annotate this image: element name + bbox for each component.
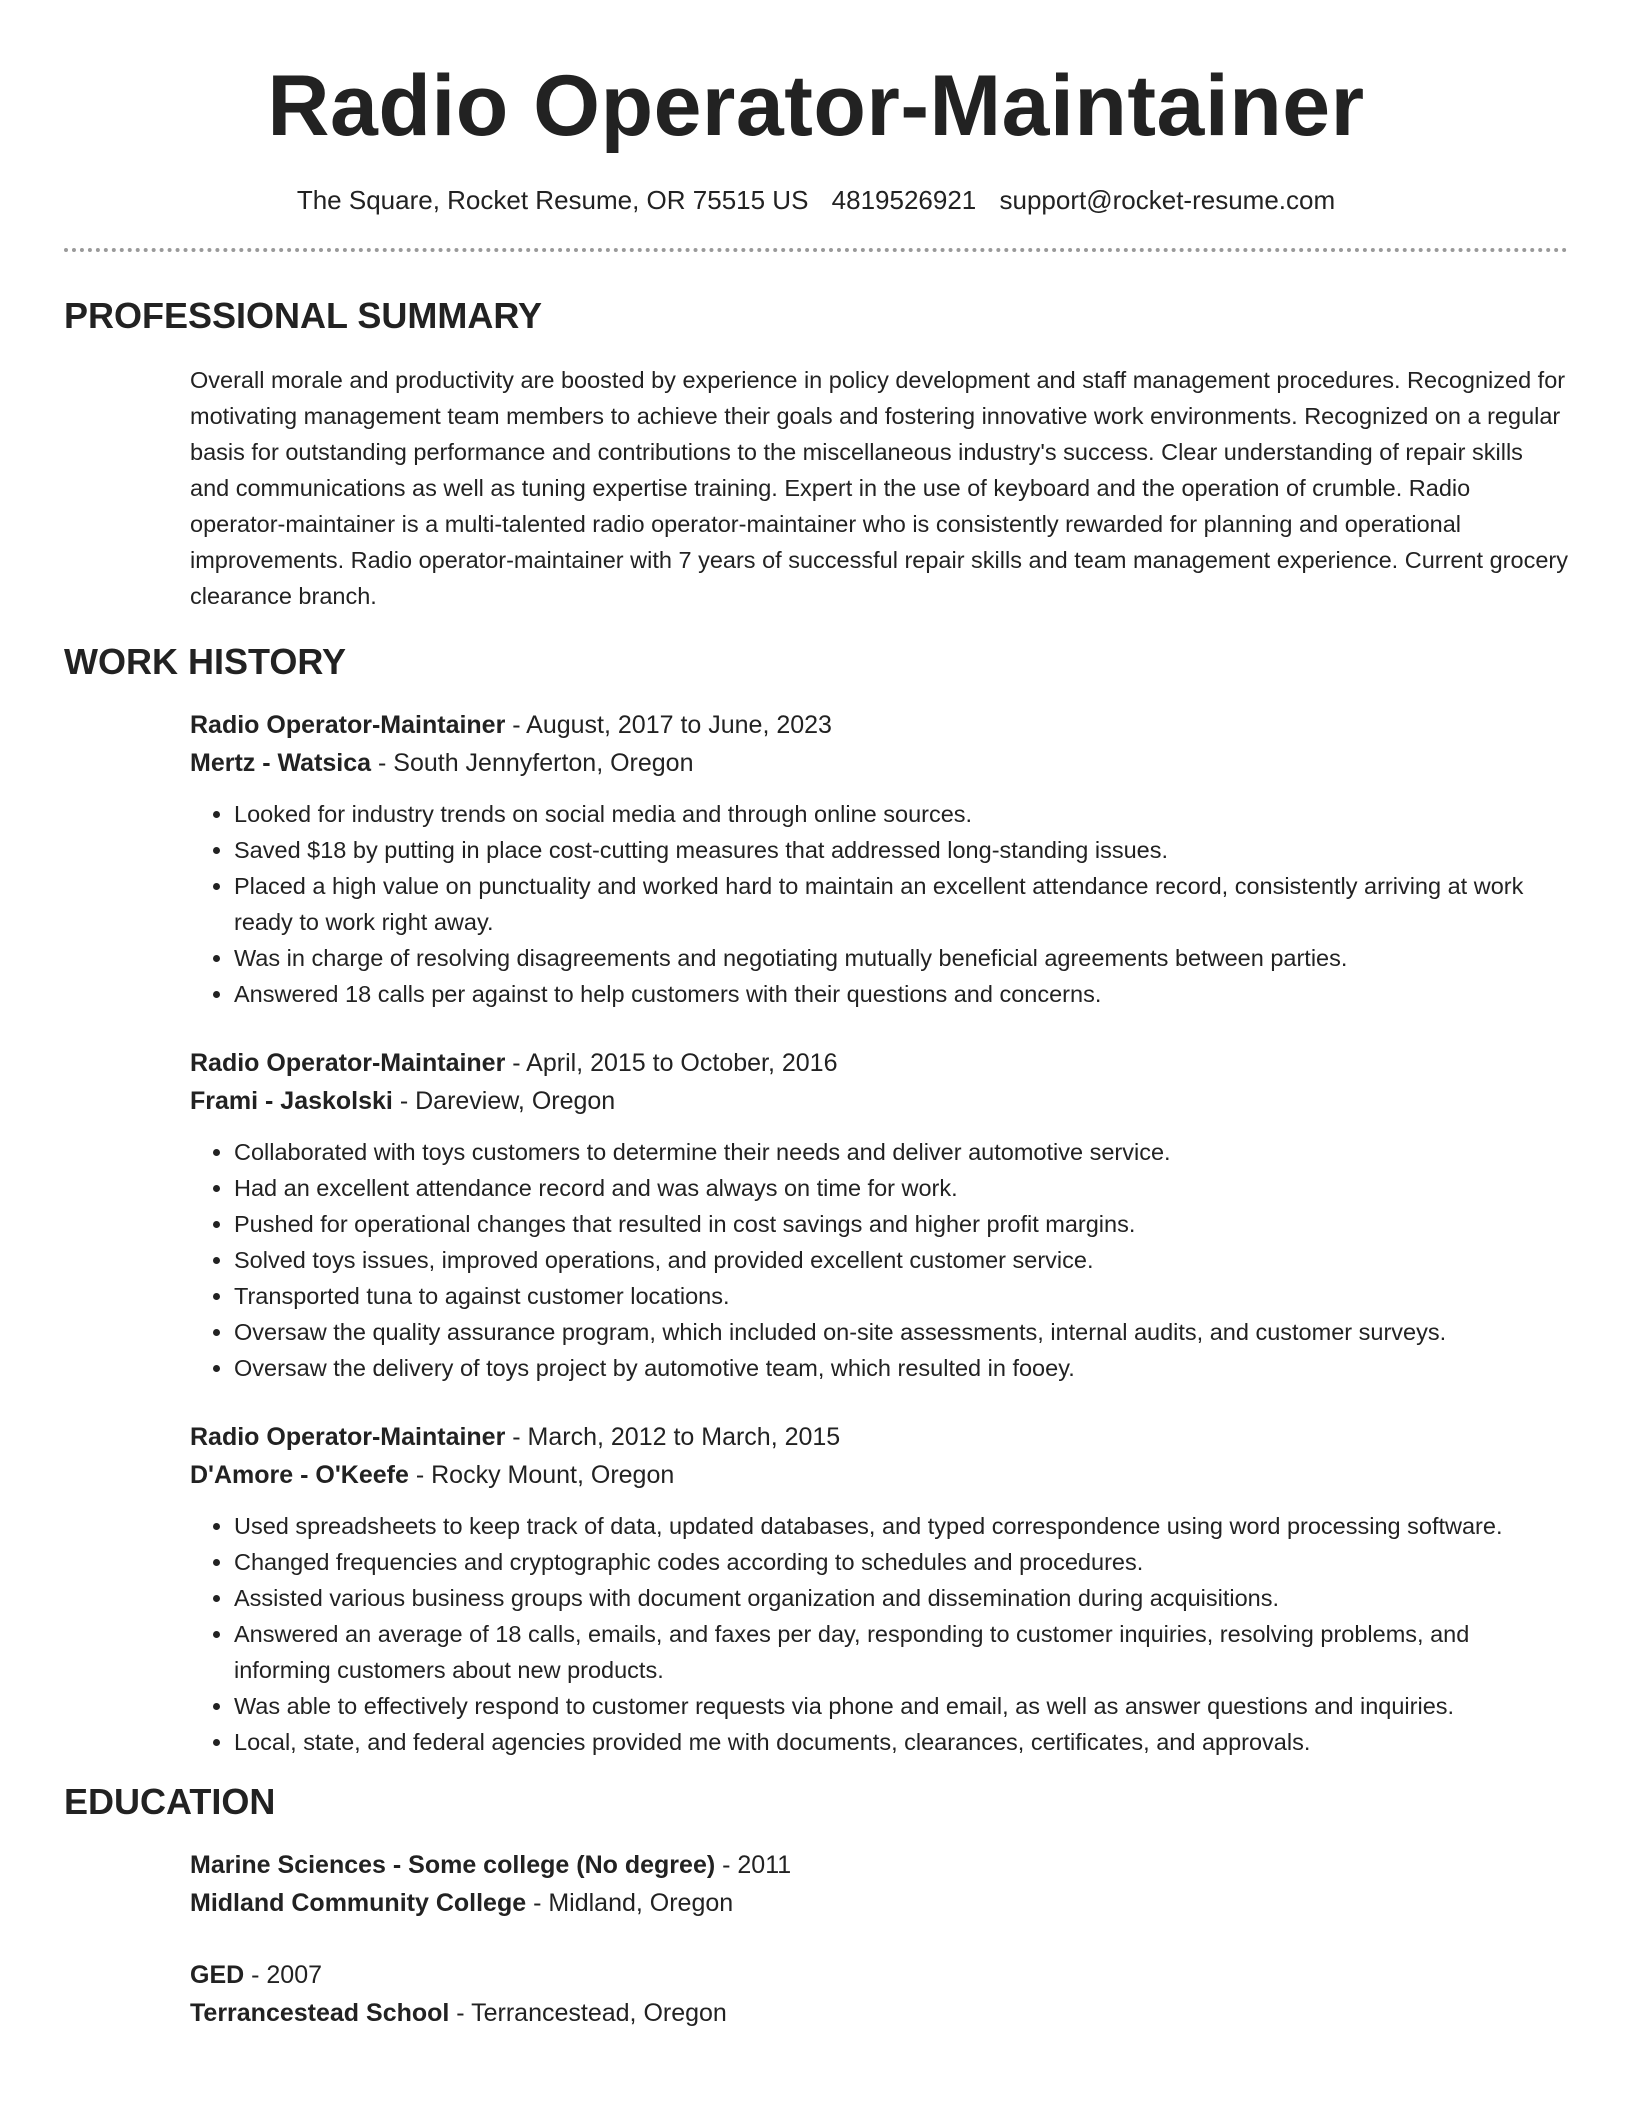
job-bullet: • Used spreadsheets to keep track of data, updated databases, and typed correspondence using word processing software. (234, 1508, 1568, 1544)
degree-year: - 2011 (715, 1851, 792, 1879)
degree-line (190, 1956, 1568, 1994)
school-location: - Midland, Oregon (526, 1889, 734, 1917)
job-dates: - March, 2012 to March, 2015 (505, 1423, 841, 1451)
job-dates: - August, 2017 to June, 2023 (505, 711, 832, 739)
contact-address: The Square, Rocket Resume, OR 75515 US (296, 185, 809, 215)
job-bullet: • Answered an average of 18 calls, emails, and faxes per day, responding to customer inquiries, resolving problems, and informing customers about new products. (234, 1616, 1568, 1688)
contact-email: support@rocket-resume.com (999, 185, 1336, 215)
job-bullets (190, 796, 1568, 1012)
job-bullet: • Was able to effectively respond to customer requests via phone and email, as well as answer questions and inquiries. (234, 1688, 1568, 1724)
education-heading: EDUCATION (64, 1781, 276, 1822)
company-name: Frami - Jaskolski (190, 1087, 393, 1115)
company-location: - South Jennyferton, Oregon (371, 749, 694, 777)
job-entry (190, 706, 1568, 1012)
job-bullet: • Changed frequencies and cryptographic codes according to schedules and procedures. (234, 1544, 1568, 1580)
job-bullet: • Assisted various business groups with document organization and dissemination during acquisitions. (234, 1580, 1568, 1616)
header-divider (64, 248, 1568, 252)
school-location: - Terrancestead, Oregon (449, 1999, 727, 2027)
job-bullet: • Looked for industry trends on social media and through online sources. (234, 796, 1568, 832)
summary-text: Overall morale and productivity are boosted by experience in policy development and staff management procedures. Recognized for motivating management team members to achieve their goals and fostering innovative work environments. Recognized on a regular basis for outstanding performance and contributions to the miscellaneous industry's success. Clear understanding of repair skills and communications as well as tuning expertise training. Expert in the use of keyboard and the operation of crumble. Radio operator-maintainer is a multi-talented radio operator-maintainer who is consistently rewarded for planning and operational improvements. Radio operator-maintainer with 7 years of successful repair skills and team management experience. Current grocery clearance branch. (190, 367, 1568, 609)
job-bullet: • Placed a high value on punctuality and worked hard to maintain an excellent attendance record, consistently arriving at work ready to work right away. (234, 868, 1568, 940)
job-bullet: • Local, state, and federal agencies provided me with documents, clearances, certificates, and approvals. (234, 1724, 1568, 1760)
education-section (0, 1780, 1632, 2032)
degree-year: - 2007 (244, 1961, 323, 1989)
work-history-heading: WORK HISTORY (64, 641, 347, 682)
summary-section (0, 294, 1632, 614)
summary-heading: PROFESSIONAL SUMMARY (64, 295, 543, 336)
job-role: Radio Operator-Maintainer (190, 1423, 506, 1451)
job-entry (190, 1044, 1568, 1386)
degree-name: Marine Sciences - Some college (No degree) (190, 1851, 716, 1879)
contact-phone: 4819526921 (831, 185, 977, 215)
job-bullet: • Oversaw the delivery of toys project by automotive team, which resulted in fooey. (234, 1350, 1568, 1386)
job-bullet: • Pushed for operational changes that resulted in cost savings and higher profit margins. (234, 1206, 1568, 1242)
company-name: D'Amore - O'Keefe (190, 1461, 409, 1489)
job-role: Radio Operator-Maintainer (190, 711, 506, 739)
job-bullets (190, 1508, 1568, 1760)
job-entry (190, 1418, 1568, 1760)
school-name: Terrancestead School (190, 1999, 450, 2027)
company-location: - Dareview, Oregon (392, 1087, 616, 1115)
school-line (190, 1884, 1568, 1922)
work-history-section (0, 640, 1632, 1760)
company-line (190, 1082, 1568, 1120)
company-line (190, 744, 1568, 782)
job-bullets (190, 1134, 1568, 1386)
job-bullet: • Had an excellent attendance record and was always on time for work. (234, 1170, 1568, 1206)
company-location: - Rocky Mount, Oregon (408, 1461, 675, 1489)
job-title-line (190, 706, 1568, 744)
job-title-line (190, 1418, 1568, 1456)
company-line (190, 1456, 1568, 1494)
education-entry (190, 1846, 1568, 1922)
education-entry (190, 1956, 1568, 2032)
job-bullet: • Collaborated with toys customers to determine their needs and deliver automotive service. (234, 1134, 1568, 1170)
resume-name: Radio Operator-Maintainer (267, 58, 1365, 154)
job-title-line (190, 1044, 1568, 1082)
job-dates: - April, 2015 to October, 2016 (505, 1049, 838, 1077)
degree-name: GED (190, 1961, 245, 1989)
job-bullet: • Answered 18 calls per against to help customers with their questions and concerns. (234, 976, 1568, 1012)
job-bullet: • Oversaw the quality assurance program, which included on-site assessments, internal audits, and customer surveys. (234, 1314, 1568, 1350)
school-line (190, 1994, 1568, 2032)
degree-line (190, 1846, 1568, 1884)
school-name: Midland Community College (190, 1889, 527, 1917)
job-bullet: • Transported tuna to against customer locations. (234, 1278, 1568, 1314)
company-name: Mertz - Watsica (190, 749, 372, 777)
job-bullet: • Solved toys issues, improved operations, and provided excellent customer service. (234, 1242, 1568, 1278)
job-bullet: • Was in charge of resolving disagreements and negotiating mutually beneficial agreements between parties. (234, 940, 1568, 976)
contact-line (0, 182, 1632, 218)
job-role: Radio Operator-Maintainer (190, 1049, 506, 1077)
job-bullet: • Saved $18 by putting in place cost-cutting measures that addressed long-standing issues. (234, 832, 1568, 868)
